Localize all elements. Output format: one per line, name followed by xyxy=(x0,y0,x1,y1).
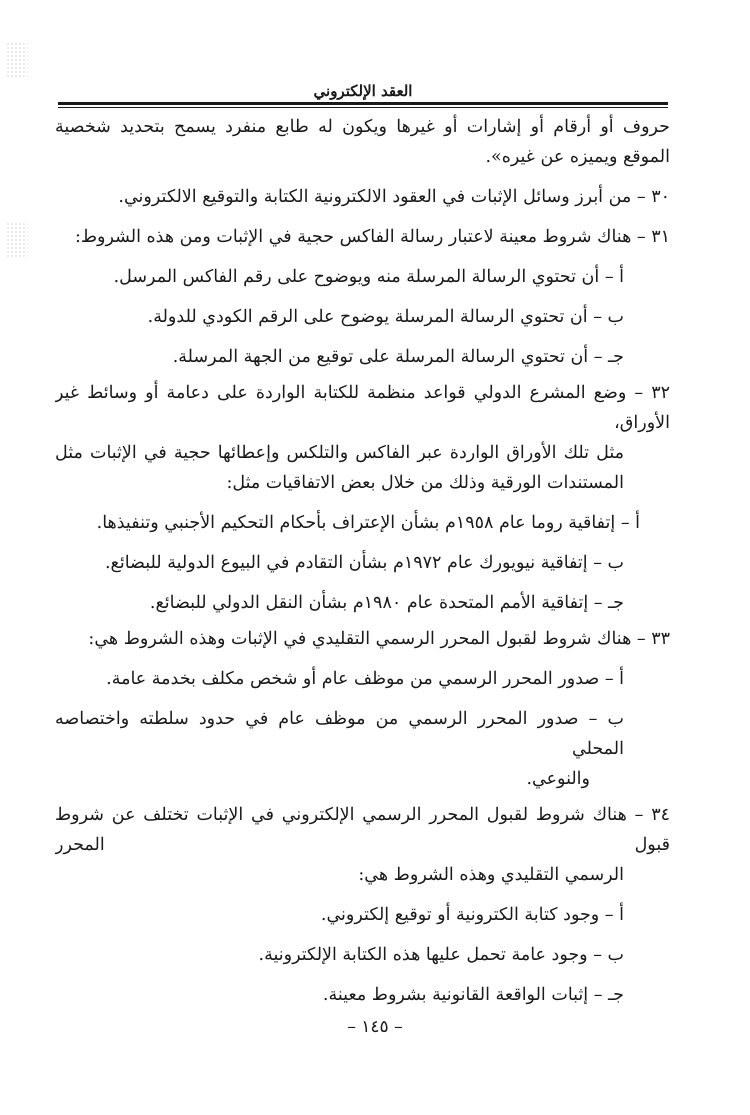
header-rule-thick xyxy=(58,102,668,105)
body-text xyxy=(55,112,670,1010)
item-31-c: جـ – أن تحتوي الرسالة المرسلة على توقيع من الجهة المرسلة. xyxy=(172,347,624,367)
item-31-b: ب – أن تحتوي الرسالة المرسلة يوضوح على الرقم الكودي للدولة. xyxy=(147,307,624,327)
item-34-a: أ – وجود كتابة الكترونية أو توقيع إلكتروني. xyxy=(320,905,624,925)
text-line: مثل تلك الأوراق الواردة عبر الفاكس والتلكس وإعطائها حجية في الإثبات مثل xyxy=(55,443,624,463)
page-number: – ١٤٥ – xyxy=(347,1017,403,1037)
header-rule-thin xyxy=(58,107,668,108)
text-line: الموقع ويميزه عن غيره». xyxy=(485,147,670,167)
item-34-c: جـ – إثبات الواقعة القانونية بشروط معينة. xyxy=(322,985,624,1005)
scan-speck xyxy=(6,222,28,258)
text-line: المستندات الورقية وذلك من خلال بعض الاتفاقيات مثل: xyxy=(226,473,624,493)
scan-speck xyxy=(6,42,28,78)
item-32-a: أ – إتفاقية روما عام ١٩٥٨م بشأن الإعتراف بأحكام التحكيم الأجنبي وتنفيذها. xyxy=(96,513,640,533)
item-32-c: جـ – إتفاقية الأمم المتحدة عام ١٩٨٠م بشأن النقل الدولي للبضائع. xyxy=(149,593,624,613)
text-line: والنوعي. xyxy=(526,769,590,789)
item-34: ٣٤ – هناك شروط لقبول المحرر الرسمي الإلكتروني في الإثبات تختلف عن شروط قبول المحرر xyxy=(55,805,670,855)
item-31: ٣١ – هناك شروط معينة لاعتبار رسالة الفاكس حجية في الإثبات ومن هذه الشروط: xyxy=(74,227,670,247)
item-33-b: ب – صدور المحرر الرسمي من موظف عام في حدود سلطته واختصاصه المحلي xyxy=(55,709,624,759)
text-line: الرسمي التقليدي وهذه الشروط هي: xyxy=(358,865,624,885)
item-33-a: أ – صدور المحرر الرسمي من موظف عام أو شخص مكلف بخدمة عامة. xyxy=(106,669,624,689)
item-31-a: أ – أن تحتوي الرسالة المرسلة منه ويوضوح على رقم الفاكس المرسل. xyxy=(113,267,624,287)
item-32: ٣٢ – وضع المشرع الدولي قواعد منظمة للكتابة الواردة على دعامة أو وسائط غير الأوراق، xyxy=(55,383,670,433)
item-32-b: ب – إتفاقية نيويورك عام ١٩٧٢م بشأن التقادم في البيوع الدولية للبضائع. xyxy=(104,553,624,573)
running-header: العقد الإلكتروني xyxy=(313,82,413,100)
item-33: ٣٣ – هناك شروط لقبول المحرر الرسمي التقليدي في الإثبات وهذه الشروط هي: xyxy=(88,629,670,649)
text-line: حروف أو أرقام أو إشارات أو غيرها ويكون له طابع منفرد يسمح بتحديد شخصية xyxy=(55,117,670,137)
item-30: ٣٠ – من أبرز وسائل الإثبات في العقود الالكترونية الكتابة والتوقيع الالكتروني. xyxy=(118,187,670,207)
item-34-b: ب – وجود عامة تحمل عليها هذه الكتابة الإلكترونية. xyxy=(258,945,624,965)
